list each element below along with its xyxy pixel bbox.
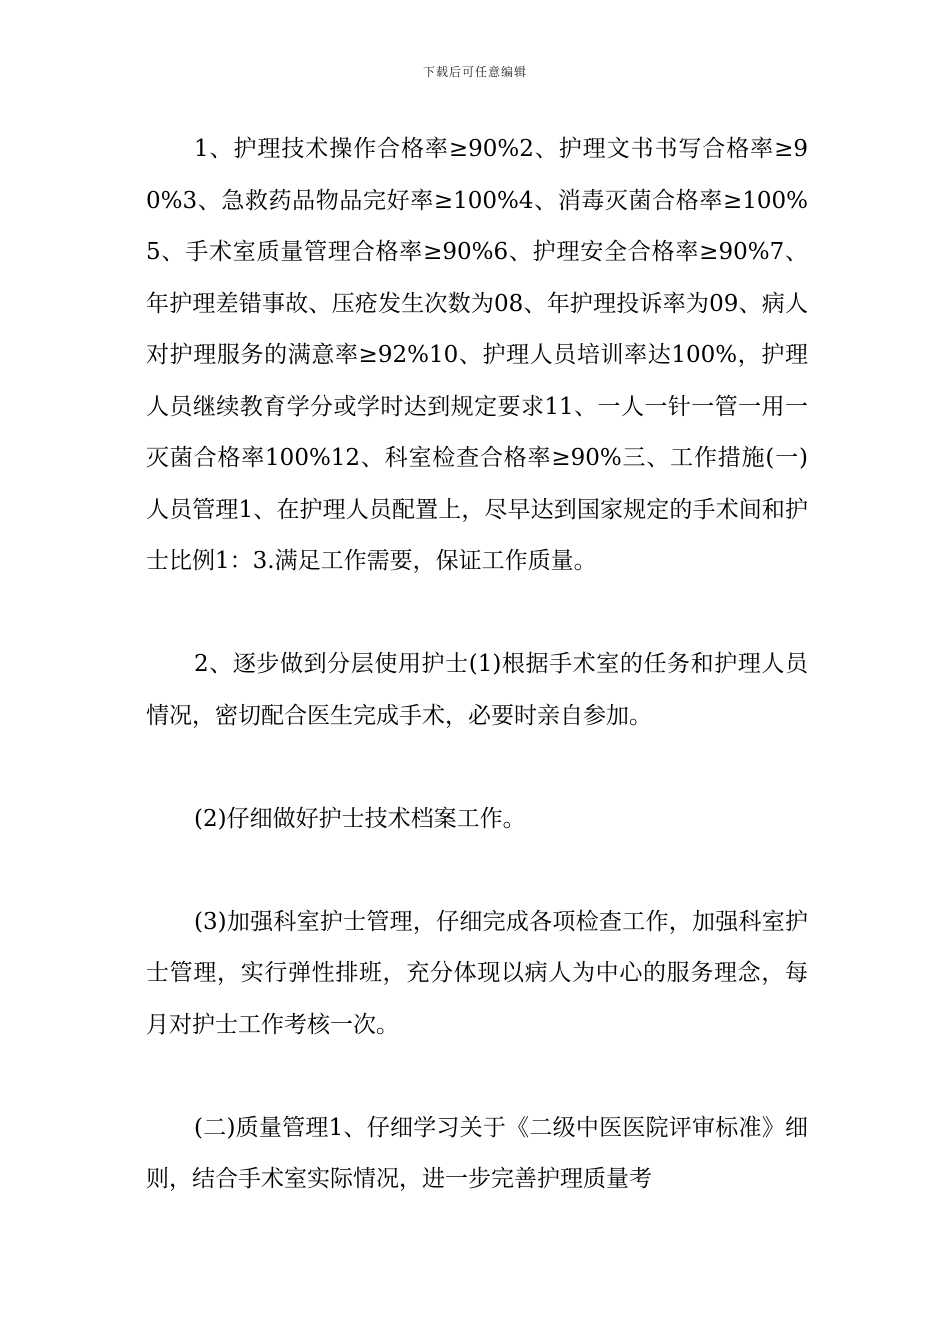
paragraph-quality-management: (二)质量管理1、仔细学习关于《二级中医医院评审标准》细则，结合手术室实际情况，进一步完善护理质量考	[146, 1114, 808, 1192]
paragraph-nurse-management: (3)加强科室护士管理，仔细完成各项检查工作，加强科室护士管理，实行弹性排班，充分体现以病人为中心的服务理念，每月对护士工作考核一次。	[146, 908, 808, 1038]
document-body	[146, 124, 808, 1206]
paragraph-quality-targets: 1、护理技术操作合格率≥90%2、护理文书书写合格率≥90%3、急救药品物品完好率≥100%4、消毒灭菌合格率≥100%5、手术室质量管理合格率≥90%6、护理安全合格率≥90%7、年护理差错事故、压疮发生次数为08、年护理投诉率为09、病人对护理服务的满意率≥92%10、护理人员培训率达100%，护理人员继续教育学分或学时达到规定要求11、一人一针一管一用一灭菌合格率100%12、科室检查合格率≥90%三、工作措施(一)人员管理1、在护理人员配置上，尽早达到国家规定的手术间和护士比例1：3.满足工作需要，保证工作质量。	[146, 136, 808, 574]
paragraph-nurse-records: (2)仔细做好护士技术档案工作。	[194, 805, 526, 832]
paragraph-layered-nurses: 2、逐步做到分层使用护士(1)根据手术室的任务和护理人员情况，密切配合医生完成手术，必要时亲自参加。	[146, 651, 808, 729]
page-header: 下载后可任意编辑	[422, 65, 527, 79]
